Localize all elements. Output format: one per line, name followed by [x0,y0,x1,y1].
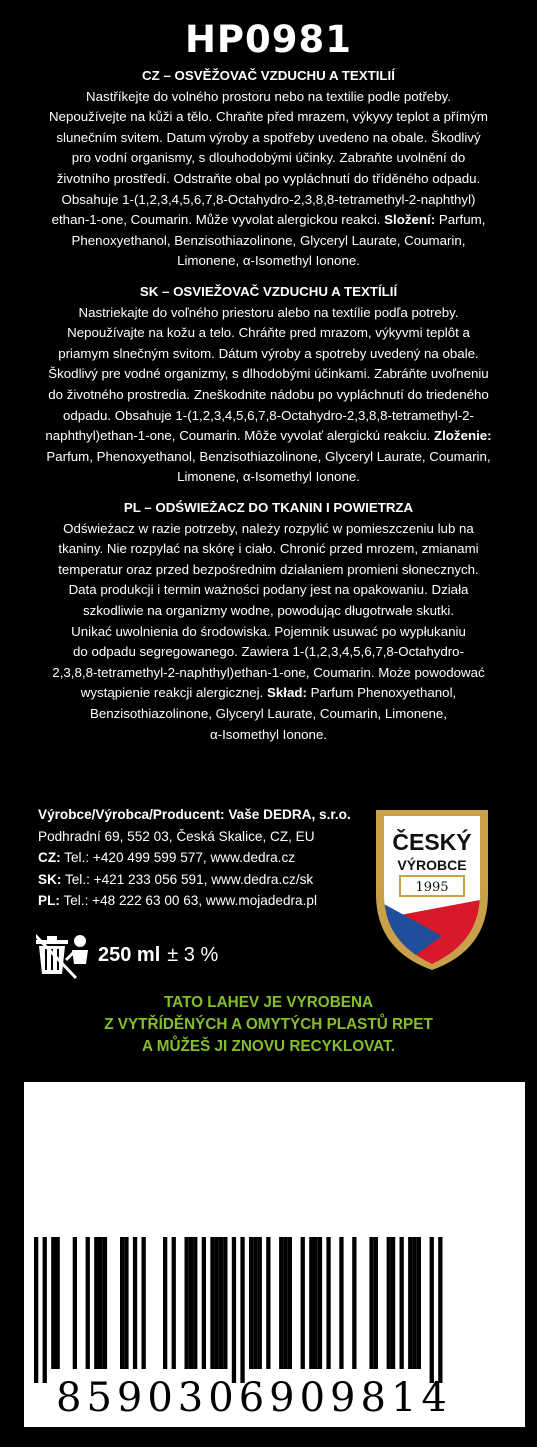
text-line [14,210,523,231]
barcode-bar [326,1237,330,1369]
text-span: Parfum, [438,212,486,228]
barcode-bar [253,1237,257,1369]
text-span: Parfum Phenoxyethanol, [310,685,457,701]
barcode-bar [219,1237,223,1369]
text-line: Unikać uwolnienia do środowiska. Pojemnik usuwać po wypłukaniu [71,623,466,639]
text-line: Limonene, α-Isomethyl Ionone. [177,469,360,485]
barcode-bar [202,1237,206,1369]
barcode-bar [94,1237,98,1369]
text-span: ethan-1-one, Coumarin. Může vyvolat alergickou reakci. [51,212,381,228]
barcode-bar [309,1237,313,1369]
text-line: Škodlivý pre vodné organizmy, s dlhodobými účinkami. Zabráňte uvoľneniu [48,366,489,382]
text-line: Parfum, Phenoxyethanol, Benzisothiazolinone, Glyceryl Laurate, Coumarin, [46,448,491,464]
text-line: Obsahuje 1-(1,2,3,4,5,6,7,8-Octahydro-2,3,8,8-tetramethyl-2-naphthyl) [61,191,476,207]
barcode-bar [189,1237,193,1369]
contact-text: Tel.: +421 233 056 591, www.dedra.cz/sk [64,871,314,887]
barcode-bar [223,1237,227,1369]
barcode-bar [142,1237,146,1369]
barcode-bar [412,1237,416,1369]
barcode-bar [301,1237,305,1369]
barcode-bar [99,1237,103,1369]
barcode-bar [34,1237,38,1383]
barcode-bar [288,1237,292,1369]
section-pl [14,498,523,745]
country-code: SK: [38,871,62,887]
barcode-bar [400,1237,404,1369]
text-line: životního prostředí. Odstraňte obal po vypláchnutí do tříděného odpadu. [56,170,481,186]
barcode-bar [279,1237,283,1369]
badge-title: ČESKÝ [392,829,472,855]
text-line: pro vodní organismy, s dlouhodobými účinky. Zabraňte uvolnění do [71,150,466,166]
barcode-bar [318,1237,322,1369]
barcode-bar [172,1237,176,1369]
barcode-bar [56,1237,60,1369]
barcode-bar [86,1237,90,1369]
product-code: HP0981 [184,18,353,61]
text-line: priamym slnečným svitom. Dátum výroby a spotreby uvedený na obale. [58,345,479,361]
section-pl-heading: PL – ODŚWIEŻACZ DO TKANIN I POWIETRZA [123,500,414,515]
text-line: Phenoxyethanol, Benzisothiazolinone, Glyceryl Laurate, Coumarin, [71,232,466,248]
text-line: tkaniny. Nie rozpylać na skórę i ciało. Chronić przed mrozem, zmianami [58,541,479,557]
text-line: slunečním svitem. Datum výroby a spotřeby uvedeno na obale. Škodlivý [56,129,481,145]
barcode-bar [369,1237,373,1369]
barcode-bar [124,1237,128,1369]
volume-amount: 250 ml [98,943,161,966]
text-span: naphthyl)ethan-1-one, Coumarin. Môže vyvolať alergickú reakciu. [45,428,431,444]
barcode-bar [215,1237,219,1369]
text-line: temperatur oraz przed bezpośrednim działaniem promieni słonecznych. [58,561,479,577]
text-line: Benzisothiazolinone, Glyceryl Laurate, Coumarin, Limonene, [90,705,447,721]
recycle-note [0,992,537,1058]
text-line: Nastriekajte do voľného priestoru alebo na textílie podľa potreby. [78,304,459,320]
recycle-line: Z VYTŘÍDĚNÝCH A OMYTÝCH PLASTŮ RPET [104,1016,433,1033]
barcode-bar [387,1237,391,1369]
barcode-bar [339,1237,343,1369]
barcode-bar [43,1237,47,1383]
text-line [14,426,523,447]
barcode-bar [103,1237,107,1369]
contact-text: Tel.: +48 222 63 00 63, www.mojadedra.pl [63,893,317,908]
barcode-bar [193,1237,197,1369]
barcode-bar [73,1237,77,1369]
section-sk-heading: SK – OSVIEŽOVAČ VZDUCHU A TEXTÍLIÍ [139,284,398,299]
barcode-bar [438,1237,442,1383]
producer-info [38,804,351,912]
section-sk [14,282,523,488]
text-span: wystąpienie reakcji alergicznej. [80,685,264,701]
barcode-bar [51,1237,55,1369]
badge-subtitle: VÝROBCE [397,857,467,873]
barcode-bar [283,1237,287,1369]
composition-label: Skład: [267,685,307,701]
volume-tolerance: ± 3 % [167,943,219,966]
barcode-bar [352,1237,356,1369]
text-line: 2,3,8,8-tetramethyl-2-naphthyl)ethan-1-one, Coumarin. Może powodować [52,664,485,680]
contact-pl [38,890,351,912]
text-line: Data produkcji i termin ważności podany jest na opakowaniu. Działa [68,582,469,598]
composition-label: Zloženie: [433,428,492,444]
barcode-bar [120,1237,124,1369]
recycle-bin-icon [36,930,90,980]
text-line: Odświeżacz w razie potrzeby, należy rozpylić w pomieszczeniu lub na [63,520,474,536]
barcode-bar [232,1237,236,1383]
producer-address: Podhradní 69, 552 03, Česká Skalice, CZ, EU [38,828,315,844]
text-line: odpadu. Obsahuje 1-(1,2,3,4,5,6,7,8-Octahydro-2,3,8,8-tetramethyl-2- [63,407,474,423]
barcode-bar [163,1237,167,1369]
contact-sk [38,869,351,891]
text-line: α-Isomethyl Ionone. [209,726,328,742]
barcode-bar [258,1237,262,1369]
text-line: do životného prostredia. Zneškodnite nádobu po vypláchnutí do triedeného [48,386,489,402]
recycle-line: TATO LAHEV JE VYROBENA [163,994,374,1011]
barcode-bar [249,1237,253,1369]
barcode-bar [374,1237,378,1369]
barcode-bar [133,1237,137,1369]
barcode-digits: 8590306909814 [56,1375,452,1421]
barcode [34,1237,504,1383]
text-line: Limonene, α-Isomethyl Ionone. [177,253,360,269]
barcode-bar [314,1237,318,1369]
barcode-bar [210,1237,214,1369]
country-code: CZ: [38,850,61,865]
text-line: do odpadu segregowanego. Zawiera 1-(1,2,3,4,5,6,7,8-Octahydro- [72,644,465,660]
section-cz [14,66,523,272]
badge-year: 1995 [415,880,449,895]
volume-row [36,930,218,980]
text-line: szkodliwie na organizmy wodne, powodując długotrwałe skutki. [82,602,455,618]
barcode-bar [266,1237,270,1369]
barcode-bar [391,1237,395,1369]
composition-label: Složení: [384,212,436,228]
text-line: Nepoužívejte na kůži a tělo. Chraňte před mrazem, výkyvy teplot a přímým [49,109,488,125]
barcode-bar [408,1237,412,1369]
cesky-vyrobce-badge [370,808,494,970]
barcode-bar [185,1237,189,1369]
barcode-bar [430,1237,434,1383]
contact-text: Tel.: +420 499 599 577, www.dedra.cz [64,850,296,865]
barcode-bar [417,1237,421,1369]
recycle-line: A MŮŽEŠ JI ZNOVU RECYKLOVAT. [142,1038,395,1055]
country-code: PL: [38,893,60,908]
text-line: Nastříkejte do volného prostoru nebo na textilie podle potřeby. [86,88,451,104]
section-cz-heading: CZ – OSVĚŽOVAČ VZDUCHU A TEXTILIÍ [142,68,395,83]
producer-label: Výrobce/Výrobca/Producent: Vaše DEDRA, s.r.o. [38,807,351,822]
barcode-bar [240,1237,244,1383]
contact-cz [38,847,351,869]
text-line: Nepoužívajte na kožu a telo. Chráňte pred mrazom, výkyvmi teplôt a [67,325,470,341]
text-line [14,683,523,704]
